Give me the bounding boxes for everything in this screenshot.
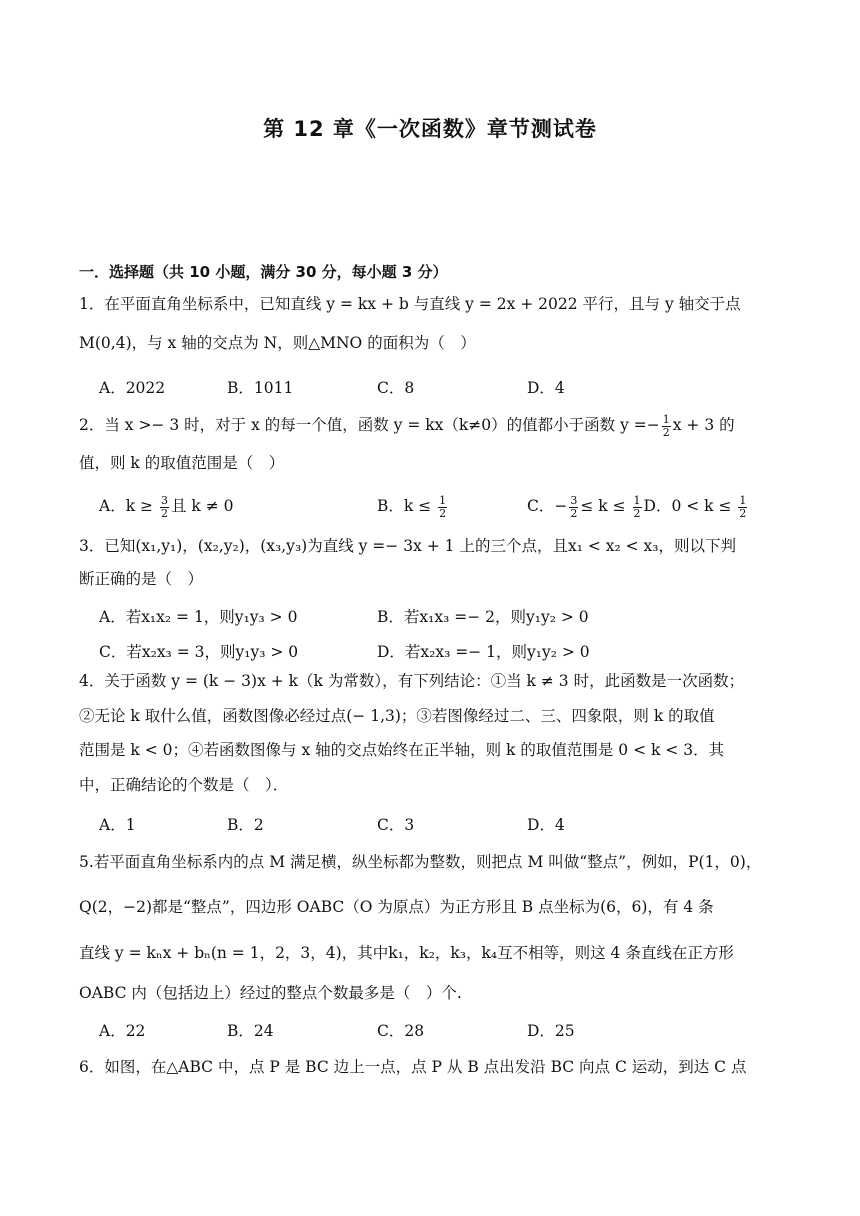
q5-line-3: 直线 y = kₙx + bₙ(n = 1，2，3，4)，其中k₁，k₂，k₃，k₄互不相等，则这 4 条直线在正方形: [79, 944, 734, 962]
section-heading: 一．选择题（共 10 小题，满分 30 分，每小题 3 分）: [79, 263, 448, 281]
q4-line-3: 范围是 k < 0；④若函数图像与 x 轴的交点始终在正半轴，则 k 的取值范围是 0 < k < 3．其: [79, 741, 725, 759]
q2-frac-num: 1: [662, 413, 670, 426]
q5-line-2: Q(2，−2)都是“整点”，四边形 OABC（O 为原点）为正方形且 B 点坐标为(6，6)，有 4 条: [79, 898, 714, 916]
q2-line-1-tail: x + 3 的: [672, 416, 735, 435]
q4-option-b: B．2: [227, 816, 264, 834]
q5-option-a: A．22: [99, 1022, 146, 1040]
q2-b-den: 2: [439, 506, 447, 520]
q2-line-2: 值，则 k 的取值范围是（ ）: [79, 454, 285, 472]
q4-option-a: A．1: [99, 816, 136, 834]
q5-line-1: 5.若平面直角坐标系内的点 M 满足横，纵坐标都为整数，则把点 M 叫做“整点”，例如，P(1，0)，: [79, 853, 762, 871]
q2-b-label: B．k ≤: [377, 497, 432, 515]
q2-option-d: [643, 493, 750, 520]
q2-fraction: [662, 414, 671, 438]
q2-d-fraction: [738, 495, 747, 519]
q5-line-4: OABC 内（包括边上）经过的整点个数最多是（ ）个.: [79, 984, 462, 1002]
q2-c-den2: 2: [633, 506, 641, 520]
q5-option-c: C．28: [377, 1022, 425, 1040]
q2-b-fraction: [438, 495, 447, 519]
q3-option-a: A．若x₁x₂ = 1，则y₁y₃ > 0: [99, 608, 298, 626]
q2-option-c: [527, 494, 749, 519]
q2-d-num: 1: [739, 493, 747, 507]
q1-option-a: A．2022: [99, 379, 166, 397]
q2-c-den: 2: [570, 506, 578, 520]
q1-option-c: C．8: [377, 379, 415, 397]
q2-c-fraction-2: [633, 495, 642, 519]
q2-a-num: 3: [160, 493, 168, 507]
q5-option-b: B．24: [227, 1022, 274, 1040]
q2-a-tail: 且 k ≠ 0: [170, 497, 234, 515]
q2-a-fraction: [160, 495, 169, 519]
q4-line-2: ②无论 k 取什么值，函数图像必经过点(− 1,3)；③若图像经过二、三、四象限，则 k 的取值: [79, 707, 715, 725]
q1-option-d: D．4: [527, 379, 565, 397]
q2-frac-den: 2: [662, 425, 670, 439]
page-title: 第 12 章《一次函数》章节测试卷: [263, 117, 597, 141]
q2-c-mid: ≤ k ≤: [580, 497, 626, 515]
q2-line-1-text: 2．当 x >− 3 时，对于 x 的每一个值，函数 y = kx（k≠0）的值都小于函数 y =−: [79, 416, 660, 435]
q2-d-label: D．0 < k ≤: [643, 497, 732, 515]
q3-option-b: B．若x₁x₃ =− 2，则y₁y₂ > 0: [377, 608, 589, 626]
q5-option-d: D．25: [527, 1022, 575, 1040]
q4-option-c: C．3: [377, 816, 415, 834]
q2-c-fraction: [569, 495, 578, 519]
q4-line-4: 中，正确结论的个数是（ ）．: [79, 776, 289, 794]
q2-a-label: A．k ≥: [99, 497, 154, 515]
q2-d-den: 2: [739, 506, 747, 520]
q3-option-c: C．若x₂x₃ = 3，则y₁y₃ > 0: [99, 643, 299, 661]
q2-option-b: [377, 494, 449, 519]
q1-option-b: B．1011: [227, 379, 294, 397]
q2-line-1: [79, 414, 735, 438]
q4-line-1: 4．关于函数 y = (k − 3)x + k（k 为常数），有下列结论：①当 k ≠ 3 时，此函数是一次函数；: [79, 672, 745, 690]
q4-option-d: D．4: [527, 816, 565, 834]
q1-line-1: 1．在平面直角坐标系中，已知直线 y = kx + b 与直线 y = 2x + 2022 平行，且与 y 轴交于点: [79, 295, 741, 313]
q3-option-d: D．若x₂x₃ =− 1，则y₁y₂ > 0: [377, 643, 590, 661]
q3-line-1: 3．已知(x₁,y₁)，(x₂,y₂)，(x₃,y₃)为直线 y =− 3x + 1 上的三个点，且x₁ < x₂ < x₃，则以下判: [79, 537, 736, 555]
q2-b-num: 1: [439, 493, 447, 507]
q3-line-2: 断正确的是（ ）: [79, 570, 204, 588]
q2-c-label: C．−: [527, 497, 568, 515]
q2-a-den: 2: [160, 506, 168, 520]
q2-option-a: [99, 494, 233, 519]
q6-line-1: 6．如图，在△ABC 中，点 P 是 BC 边上一点，点 P 从 B 点出发沿 BC 向点 C 运动，到达 C 点: [79, 1058, 747, 1076]
q1-line-2: M(0,4)，与 x 轴的交点为 N，则△MNO 的面积为（ ）: [79, 334, 476, 352]
q2-c-num: 3: [570, 493, 578, 507]
q2-c-num2: 1: [633, 493, 641, 507]
